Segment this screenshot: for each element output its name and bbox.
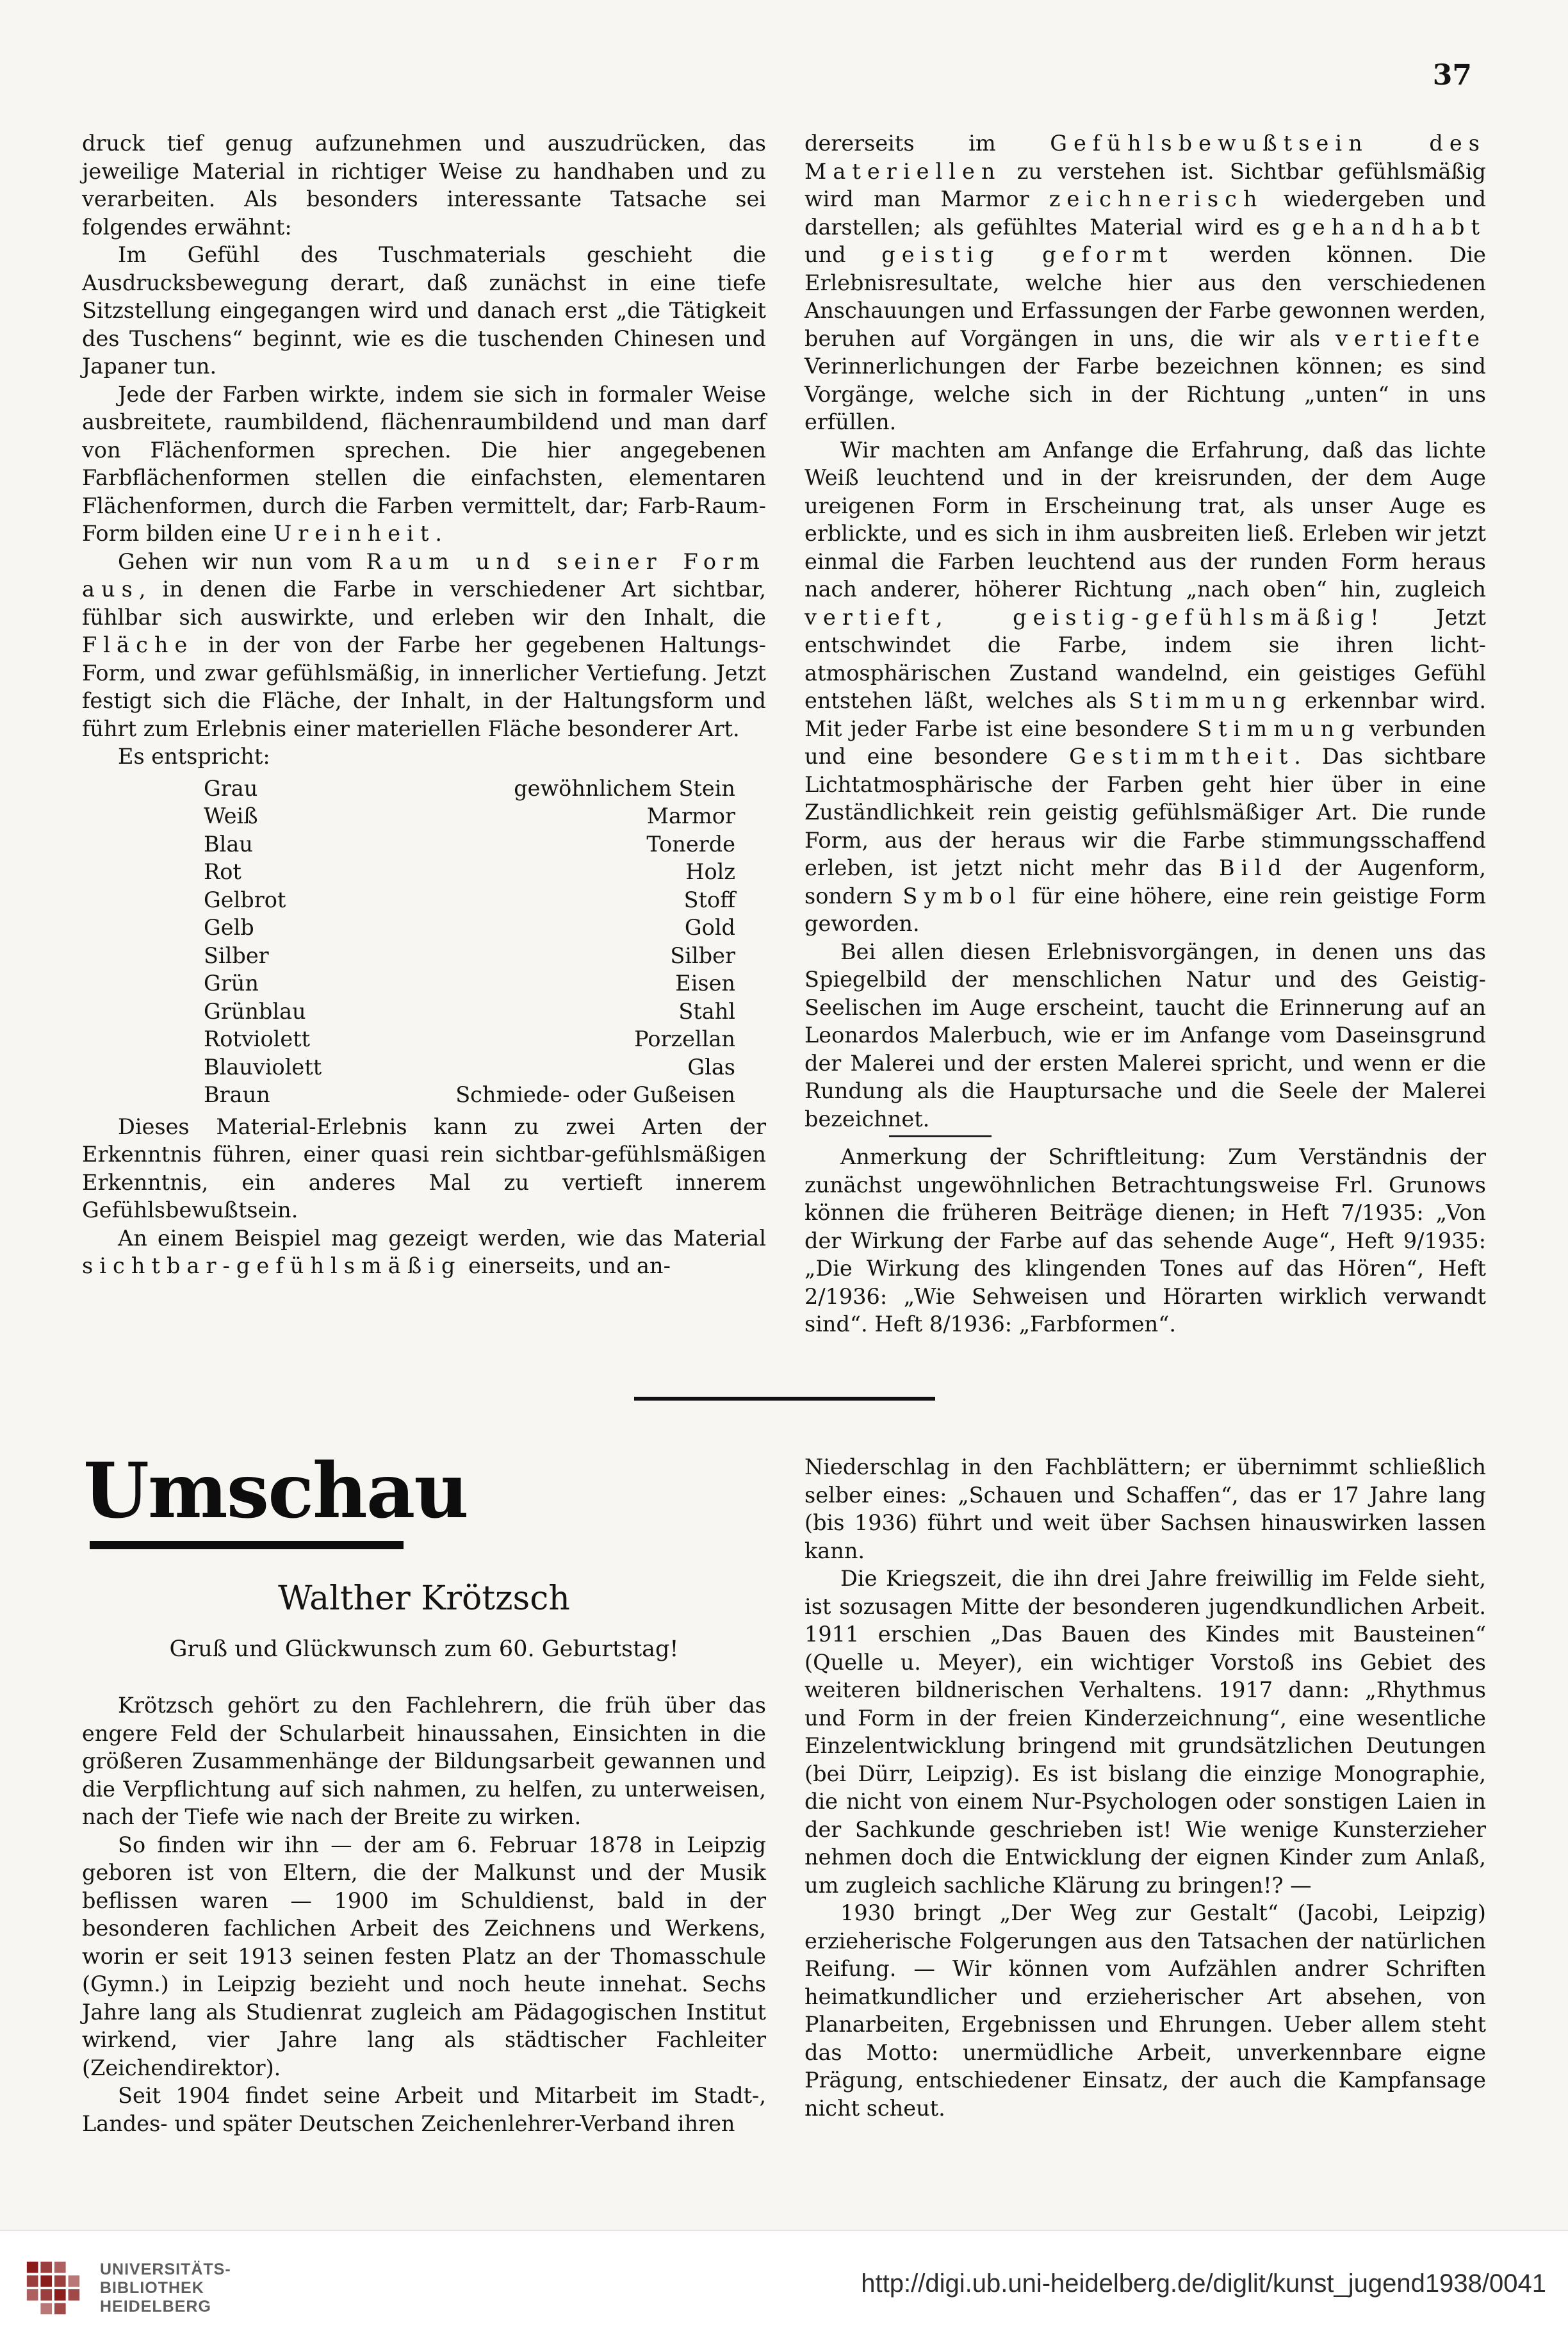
equivalent-row (204, 969, 735, 998)
paragraph: Dieses Material-Erlebnis kann zu zwei Arten der Erkenntnis führen, einer quasi rein sichtbar-gefühlsmäßigen Erkenntnis, ein anderes Mal zu vertieft innerem Gefühlsbewußtsein. (82, 1114, 766, 1222)
library-footer (0, 2230, 1568, 2345)
spaced-emphasis: gehandhabt (1292, 214, 1486, 240)
paragraph: Seit 1904 findet seine Arbeit und Mitarbeit im Stadt-, Landes- und später Deutschen Zeichenlehrer-Verband ihren (82, 2083, 766, 2136)
spaced-emphasis: Gefühlsbewußtsein des Materiellen (804, 131, 1486, 184)
equivalent-row (204, 1053, 735, 1082)
spaced-emphasis: Ureinheit (273, 521, 436, 546)
equivalent-row (204, 914, 735, 942)
spaced-emphasis: Stimmung (1197, 716, 1361, 741)
color-name: Silber (204, 942, 269, 968)
paragraph: Die Kriegszeit, die ihn drei Jahre freiwillig im Felde sieht, ist sozusagen Mitte der besonderen jugendkundlichen Arbeit. 1911 erschien „Das Bauen des Kindes mit Bausteinen“ (Quelle u. Meyer), ein wichtiger Vorstoß ins Gebiet des weiteren bildnerischen Verhaltens. 1917 dann: „Rhythmus und Form in der freien Kinderzeichnung“, eine wesentliche Einzelentwicklung bringend mit grundsätzlichen Deutungen (bei Dürr, Leipzig). Es ist bislang die einzige Monographie, die nicht von einem Nur-Psychologen oder sonstigen Laien in der Sachkunde geschrieben ist! Wie wenige Kunsterzieher nehmen doch die Entwicklung der eignen Kinder zum Anlaß, um zugleich sachliche Klärung zu bringen!? — (804, 1566, 1486, 1898)
color-material-table (204, 775, 735, 1109)
material-name: Holz (685, 859, 735, 884)
section-heading-underline (90, 1541, 404, 1549)
spaced-emphasis: Stimmung (1129, 688, 1293, 713)
equivalent-row (204, 1025, 735, 1053)
equivalent-row (204, 998, 735, 1026)
editorial-note-text: Anmerkung der Schriftleitung: Zum Verständnis der zunächst ungewöhnlichen Betrachtungsweise Frl. Grunows können die früheren Beiträge dienen; in Heft 7/1935: „Von der Wirkung der Farbe auf das sehende Auge“, Heft 9/1935: „Die Wirkung des klingenden Tones auf das Hören“, Heft 2/1936: „Wie Sehweisen und Hörarten wirklich verwandt sind“. Heft 8/1936: „Farbformen“. (804, 1144, 1486, 1337)
spaced-emphasis: vertiefte (1335, 325, 1486, 351)
equivalent-row (204, 942, 735, 970)
section-divider (634, 1397, 935, 1401)
equivalents-intro: Es entspricht: (118, 744, 270, 769)
article-subtitle: Gruß und Glückwunsch zum 60. Geburtstag! (169, 1636, 679, 1662)
equivalent-row (204, 1081, 735, 1109)
paragraph: druck tief genug aufzunehmen und auszudrücken, das jeweilige Material in richtiger Weise zu handhaben und zu verarbeiten. Als besonders interessante Tatsache sei folgendes erwähnt: (82, 131, 766, 240)
paragraph: dererseits im Gefühlsbewußtsein des Materiellen zu verstehen ist. Sichtbar gefühlsmäßig wird man Marmor zeichnerisch wiedergeben und darstellen; als gefühltes Material wird es gehandhabt und geistig geformt werden können. Die Erlebnisresultate, welche hier aus den verschiedenen Anschauungen und Erfassungen der Farbe gewonnen werden, beruhen auf Vorgängen in uns, die wir als vertiefte Verinnerlichungen der Farbe bezeichnen können; es sind Vorgänge, welche sich in der Richtung „unten“ in uns erfüllen. (804, 131, 1487, 434)
paragraph: Krötzsch gehört zu den Fachlehrern, die früh über das engere Feld der Schularbeit hinaussahen, Einsichten in die größeren Zusammenhänge der Bildungsarbeit gewannen und die Verpflichtung auf sich nahmen, zu helfen, zu unterweisen, nach der Tiefe wie nach der Breite zu wirken. (82, 1693, 766, 1829)
paragraph: Wir machten am Anfange die Erfahrung, daß das lichte Weiß leuchtend und in der kreisrunden, der dem Auge ureigenen Form in Erscheinung trat, als unser Auge es erblickte, und es sich in ihm ausbreiten ließ. Erleben wir jetzt einmal die Farben leuchtend aus der runden Form heraus nach anderer, höherer Richtung „nach oben“ hin, zugleich vertieft, geistig-gefühlsmäßig! Jetzt entschwindet die Farbe, indem sie ihren licht-atmosphärischen Zustand wandelnd, ein geistiges Gefühl entstehen läßt, welches als Stimmung erkennbar wird. Mit jeder Farbe ist eine besondere Stimmung verbunden und eine besondere Gestimmtheit. Das sichtbare Lichtatmosphärische der Farben geht hier über in eine Zuständlichkeit rein geistig gefühlsmäßiger Art. Die runde Form, aus der heraus wir die Farbe stimmungsschaffend erleben, ist jetzt nicht mehr das Bild der Augenform, sondern Symbol für eine höhere, eine rein geistige Form geworden. (804, 437, 1486, 936)
note-divider (889, 1135, 992, 1137)
color-name: Blau (204, 831, 253, 857)
material-name: Marmor (646, 803, 735, 828)
equivalent-row (204, 830, 735, 859)
material-name: Stoff (683, 887, 735, 912)
spaced-emphasis: sichtbar-gefühlsmäßig (82, 1253, 462, 1278)
editorial-note (804, 1143, 1486, 1338)
section-heading: Umschau (83, 1446, 468, 1535)
material-name: Silber (670, 942, 735, 968)
paragraph: Bei allen diesen Erlebnisvorgängen, in denen uns das Spiegelbild der menschlichen Natur und des Geistig-Seelischen im Auge erscheint, taucht die Erinnerung auf an Leonardos Malerbuch, wie er im Anfange vom Daseinsgrund der Malerei und der ersten Malerei spricht, und wenn er die Rundung als die Hauptursache und die Seele der Malerei bezeichnet. (804, 939, 1486, 1131)
library-name: UNIVERSITÄTS- BIBLIOTHEK HEIDELBERG (100, 2260, 231, 2316)
color-name: Weiß (204, 803, 258, 828)
color-name: Grün (204, 971, 259, 996)
material-name: Porzellan (634, 1026, 735, 1051)
paragraph: So finden wir ihn — der am 6. Februar 1878 in Leipzig geboren ist von Eltern, die der Malkunst und der Musik beflissen waren — 1900 im Schuldienst, bald in der besonderen fachlichen Arbeit des Zeichnens und Werkens, worin er seit 1913 seinen festen Platz an der Thomasschule (Gymn.) in Leipzig bezieht und noch heute innehat. Sechs Jahre lang als Studienrat zugleich am Pädagogischen Institut wirkend, vier Jahre lang als städtischer Fachleiter (Zeichendirektor). (82, 1832, 766, 2080)
text-column-right-bottom (804, 1453, 1486, 2122)
paragraph: Im Gefühl des Tuschmaterials geschieht die Ausdrucksbewegung derart, daß zunächst in eine tiefe Sitzstellung eingegangen wird und danach erst „die Tätigkeit des Tuschens“ beginnt, wie es die tuschenden Chinesen und Japaner tun. (82, 242, 766, 379)
spaced-emphasis: geistig geformt (881, 242, 1174, 267)
spaced-emphasis: Fläche (82, 632, 194, 657)
material-name: Stahl (678, 998, 735, 1024)
source-url-link[interactable]: http://digi.ub.uni-heidelberg.de/diglit/kunst_jugend1938/0041 (861, 2269, 1546, 2298)
article-title: Walther Krötzsch (278, 1579, 570, 1618)
material-name: Tonerde (646, 831, 735, 857)
spaced-emphasis: Raum und seiner Form aus (82, 548, 766, 602)
color-name: Blauviolett (204, 1054, 322, 1080)
equivalent-row (204, 775, 735, 803)
color-name: Rotviolett (204, 1026, 311, 1051)
color-name: Gelbrot (204, 887, 286, 912)
material-name: Schmiede- oder Gußeisen (455, 1082, 735, 1107)
spaced-emphasis: Gestimmtheit (1069, 744, 1294, 769)
paragraph: Gehen wir nun vom Raum und seiner Form aus, in denen die Farbe in verschiedener Art sichtbar, fühlbar sich auswirkte, und erleben wir den Inhalt, die Fläche in der von der Farbe her gegebenen Haltungs-Form, und zwar gefühlsmäßig, in innerlicher Vertiefung. Jetzt festigt sich die Fläche, der Inhalt, in der Haltungsform und führt zum Erlebnis einer materiellen Fläche besonderer Art. (82, 548, 766, 741)
equivalent-row (204, 802, 735, 830)
equivalent-row (204, 886, 735, 914)
paragraph: An einem Beispiel mag gezeigt werden, wie das Material sichtbar-gefühlsmäßig einerseits, und an- (82, 1225, 766, 1278)
paragraph: Jede der Farben wirkte, indem sie sich in formaler Weise ausbreitete, raumbildend, flächenraumbildend und man darf von Flächenformen sprechen. Die hier angegebenen Farbflächenformen stellen die einfachsten, elementaren Flächenformen, durch die Farben vermittelt, dar; Farb-Raum-Form bilden eine Ureinheit. (82, 381, 766, 546)
page-number: 37 (1432, 59, 1472, 92)
paragraph: 1930 bringt „Der Weg zur Gestalt“ (Jacobi, Leipzig) erzieherische Folgerungen aus den Tatsachen der natürlichen Reifung. — Wir können vom Aufzählen andrer Schriften heimatkundlicher und erzieherischer Art absehen, von Planarbeiten, Ergebnissen und Ehrungen. Ueber allem steht das Motto: unermüdliche Arbeit, unverkennbare eigne Prägung, entschiedener Einsatz, der auch die Kampfansage nicht scheut. (804, 1900, 1486, 2121)
color-name: Gelb (204, 915, 254, 940)
spaced-emphasis: Symbol (902, 883, 1022, 909)
color-name: Grau (204, 775, 258, 801)
paragraph: Niederschlag in den Fachblättern; er übernimmt schließlich selber eines: „Schauen und Schaffen“, das er 17 Jahre lang (bis 1936) führt und weit über Sachsen hinauswirken lassen kann. (804, 1454, 1486, 1563)
color-name: Rot (204, 859, 241, 884)
text-column-left-top (82, 129, 766, 1280)
spaced-emphasis: zeichnerisch (1049, 186, 1264, 211)
university-library-logo-icon (22, 2257, 85, 2319)
spaced-emphasis: Bild (1219, 855, 1288, 880)
text-column-left-bottom (82, 1691, 766, 2137)
material-name: Eisen (675, 971, 735, 996)
color-name: Braun (204, 1082, 270, 1107)
material-name: gewöhnlichem Stein (514, 775, 735, 801)
equivalent-row (204, 858, 735, 886)
text-column-right-top (804, 129, 1486, 1133)
material-name: Gold (684, 915, 735, 940)
color-name: Grünblau (204, 998, 306, 1024)
spaced-emphasis: vertieft, geistig-gefühlsmäßig (804, 604, 1371, 630)
material-name: Glas (687, 1054, 735, 1080)
